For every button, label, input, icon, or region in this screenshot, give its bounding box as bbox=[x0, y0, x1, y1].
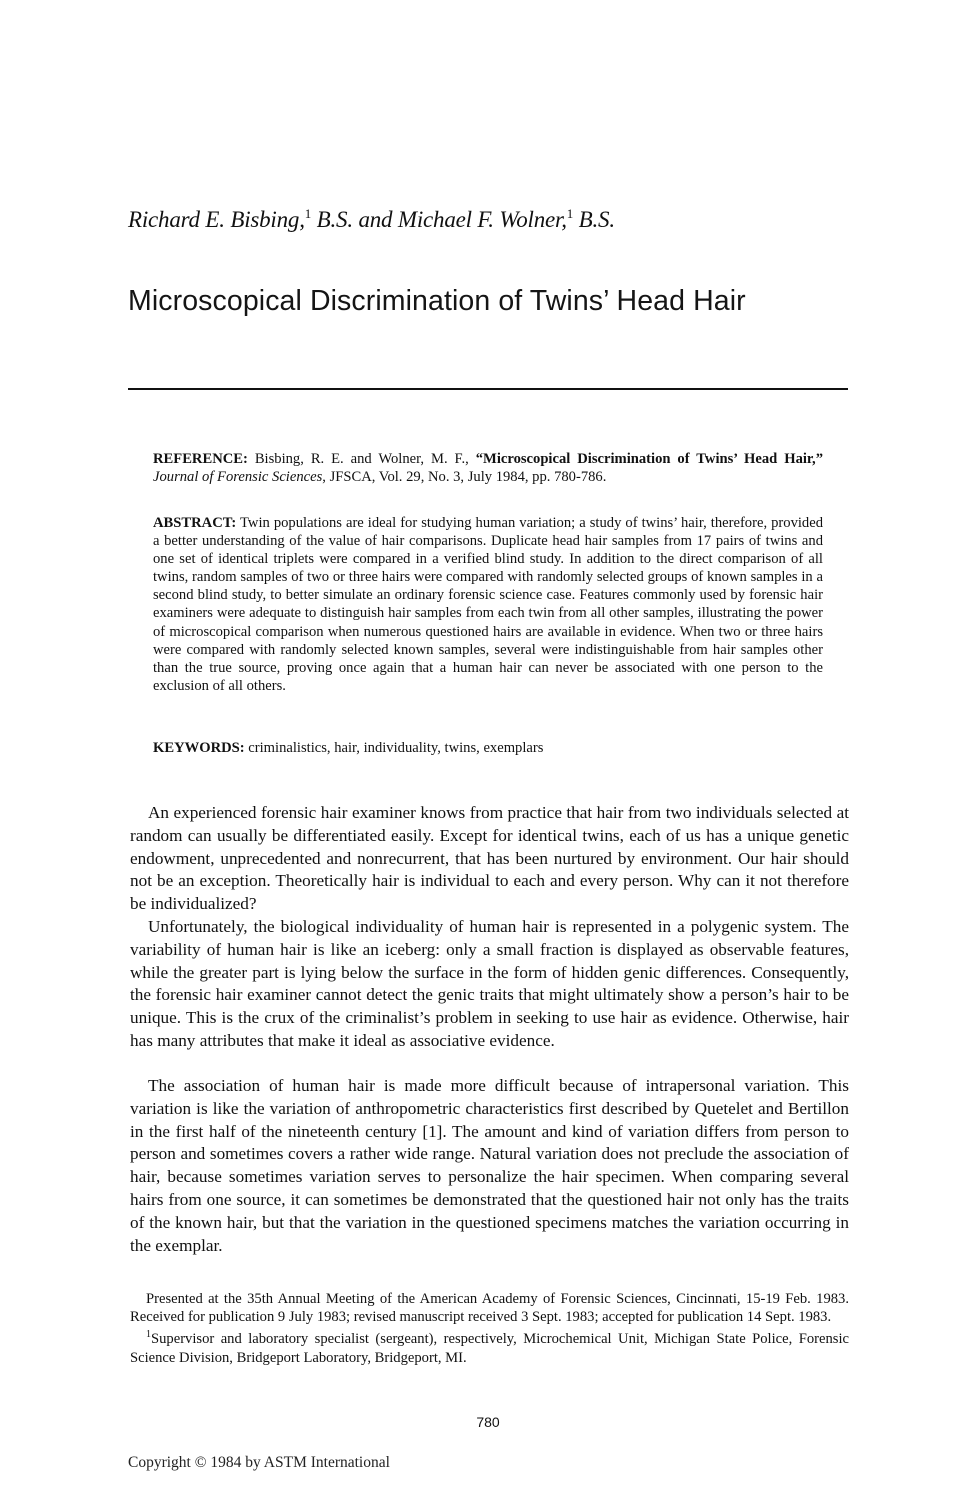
body-paragraph: An experienced forensic hair examiner knows from practice that hair from two individuals selected at random can usually be differentiated easily. Except for identical twins, each of us has a unique genetic endowment, unprecedented and nonrecurrent, that has been nurtured by environment. Our hair should not be an exception. Theoretically hair is individual to each and every person. Why can it not therefore be individualized? bbox=[130, 803, 849, 914]
footnote-1 bbox=[130, 1326, 849, 1366]
title-divider bbox=[128, 388, 848, 390]
affiliation-marker: 1 bbox=[566, 206, 574, 221]
authors-line bbox=[128, 206, 848, 233]
copyright-notice: Copyright © 1984 by ASTM International bbox=[128, 1454, 390, 1471]
affiliation-marker: 1 bbox=[304, 206, 312, 221]
footnotes bbox=[130, 1290, 849, 1367]
footnote-presented: Presented at the 35th Annual Meeting of the American Academy of Forensic Sciences, Cincinnati, 15-19 Feb. 1983. Received for publication 9 July 1983; revised manuscript received 3 Sept. 1983; accepted for publication 14 Sept. 1983. bbox=[130, 1291, 849, 1326]
reference-authors: Bisbing, R. E. and Wolner, M. F., bbox=[247, 451, 476, 467]
body-paragraph: Unfortunately, the biological individuality of human hair is represented in a polygenic system. The variability of human hair is like an iceberg: only a small fraction is displayed as observable features, while the greater part is lying below the surface in the form of hidden genic differences. Consequently, the forensic hair examiner cannot detect the genic traits that might ultimately show a person’s hair to be unique. This is the crux of the criminalist’s problem in seeking to use hair as evidence. Otherwise, hair has many attributes that make it ideal as associative evidence. bbox=[130, 917, 849, 1050]
author-1: Richard E. Bisbing, bbox=[128, 207, 305, 232]
keywords-label: KEYWORDS: bbox=[153, 740, 245, 756]
footnote-1-text: Supervisor and laboratory specialist (sergeant), respectively, Microchemical Unit, Michigan State Police, Forensic Science Division, Bridgeport Laboratory, Bridgeport, MI. bbox=[130, 1331, 849, 1366]
paper-title: Microscopical Discrimination of Twins’ Head Hair bbox=[128, 285, 746, 317]
keywords-text: criminalistics, hair, individuality, twins, exemplars bbox=[244, 740, 544, 756]
footnote-marker: 1 bbox=[146, 1329, 151, 1341]
abstract-text: Twin populations are ideal for studying human variation; a study of twins’ hair, therefore, provided a better understanding of the value of hair comparisons. Duplicate head hair samples from 17 pairs of twins and one set of identical triplets were compared in a verified blind study. In addition to the direct comparison of all twins, random samples of two or three hairs were compared with randomly selected groups of known samples in a second blind study, to better simulate an ordinary forensic science case. Features commonly used by forensic hair examiners were adequate to distinguish hair samples from each twin from all other samples, illustrating the power of microscopical comparison when numerous questioned hairs are available in evidence. When two or three hairs were compared with randomly selected known samples, several were indistinguishable from hair samples other than the true source, proving once again that a human hair can never be associated with one person to the exclusion of all others. bbox=[153, 515, 823, 694]
reference-article-title: “Microscopical Discrimination of Twins’ Head Hair,” bbox=[475, 451, 823, 467]
reference-block bbox=[153, 450, 823, 486]
body-section bbox=[130, 916, 849, 1053]
reference-journal: Journal of Forensic Sciences bbox=[153, 469, 323, 486]
author-2-degree: B.S. bbox=[573, 207, 615, 232]
body-section bbox=[130, 802, 849, 916]
abstract-block bbox=[153, 514, 823, 695]
keywords-block bbox=[153, 739, 823, 757]
reference-label: REFERENCE: bbox=[153, 451, 248, 467]
body-paragraph: The association of human hair is made more difficult because of intrapersonal variation. This variation is like the variation of anthropometric characteristics first described by Quetelet and Bertillon in the first half of the nineteenth century [1]. The amount and kind of variation differs from person to person and sometimes covers a rather wide range. Natural variation does not preclude the association of hair, because sometimes variation serves to personalize the hair specimen. When comparing several hairs from one source, it can sometimes be demonstrated that the questioned hair not only has the traits of the known hair, but that the variation in the questioned specimens matches the variation occurring in the exemplar. bbox=[130, 1076, 849, 1255]
author-2: B.S. and Michael F. Wolner, bbox=[311, 207, 567, 232]
abstract-label: ABSTRACT: bbox=[153, 515, 237, 531]
reference-details: , JFSCA, Vol. 29, No. 3, July 1984, pp. 780-786. bbox=[322, 469, 607, 486]
page-number: 780 bbox=[476, 1414, 500, 1430]
body-section bbox=[130, 1075, 849, 1257]
